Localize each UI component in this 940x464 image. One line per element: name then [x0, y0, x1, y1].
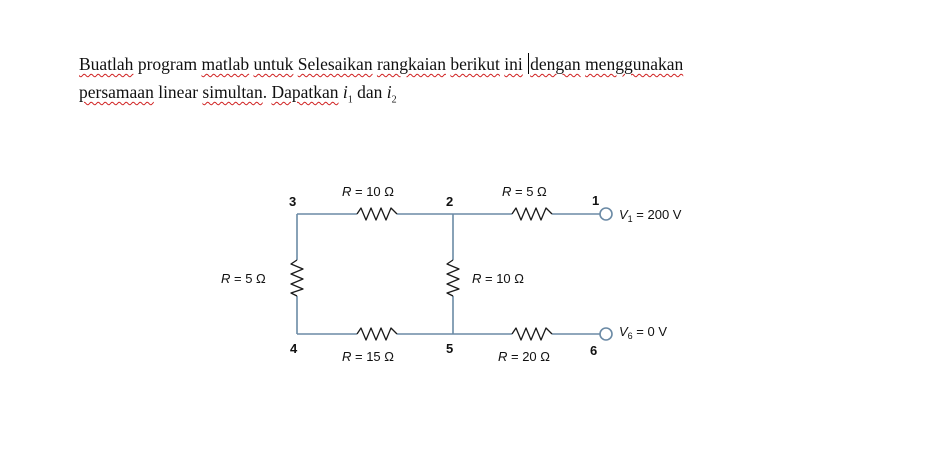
- resistor-2-1: [512, 208, 552, 220]
- word-selesaikan: Selesaikan: [297, 54, 373, 74]
- text-segment: dan: [352, 82, 387, 102]
- word-rangkaian: rangkaian: [376, 54, 446, 74]
- resistor-symbol: R: [342, 349, 352, 364]
- resistor-value: = 20 Ω: [507, 349, 550, 364]
- resistor-symbol: R: [342, 184, 352, 199]
- resistor-3-4: [291, 260, 303, 296]
- node-label-6: 6: [590, 343, 598, 358]
- resistor-value: = 10 Ω: [481, 271, 524, 286]
- var-i2-letter: i: [386, 82, 392, 102]
- source-subscript: 1: [627, 214, 633, 224]
- resistor-5-6: [512, 328, 552, 340]
- source-symbol: V: [619, 324, 628, 339]
- word-simultan: simultan: [202, 82, 263, 102]
- var-i1-sub: 1: [347, 94, 353, 106]
- resistor-symbol: R: [498, 349, 508, 364]
- node-label-1: 1: [592, 193, 600, 208]
- source-label-v6: [619, 324, 667, 341]
- source-label-v1: [619, 207, 682, 224]
- resistor-value: = 10 Ω: [351, 184, 394, 199]
- resistor-4-5: [357, 328, 397, 340]
- resistor-symbol: R: [472, 271, 482, 286]
- node-label-5: 5: [446, 341, 454, 356]
- resistor-value: = 5 Ω: [511, 184, 547, 199]
- word-buatlah: Buatlah: [79, 54, 134, 74]
- resistor-label-2-1: [502, 184, 547, 199]
- terminal-6: [600, 328, 612, 340]
- node-label-2: 2: [446, 194, 454, 209]
- var-i1-letter: i: [342, 82, 348, 102]
- resistor-label-3-2: [342, 184, 394, 199]
- resistor-symbol: R: [221, 271, 231, 286]
- text-segment: program: [133, 54, 202, 74]
- word-dapatkan: Dapatkan: [271, 82, 339, 102]
- resistor-value: = 15 Ω: [351, 349, 394, 364]
- word-ini: ini: [504, 54, 523, 74]
- resistor-symbol: R: [502, 184, 512, 199]
- var-i2-sub: 2: [391, 94, 397, 106]
- resistor-3-2: [357, 208, 397, 220]
- source-subscript: 6: [627, 331, 633, 341]
- source-value: = 200 V: [632, 207, 682, 222]
- resistor-2-5: [447, 260, 459, 296]
- word-menggunakan: menggunakan: [585, 54, 684, 74]
- resistor-label-3-4: [221, 271, 266, 286]
- text-segment: linear: [153, 82, 203, 102]
- node-label-4: 4: [290, 341, 298, 356]
- terminal-1: [600, 208, 612, 220]
- resistor-label-4-5: [342, 349, 394, 364]
- word-untuk: untuk: [253, 54, 294, 74]
- word-matlab: matlab: [201, 54, 250, 74]
- source-value: = 0 V: [632, 324, 668, 339]
- text-segment: .: [262, 82, 272, 102]
- word-persamaan: persamaan: [79, 82, 154, 102]
- word-dengan: dengan: [530, 54, 581, 74]
- resistor-label-5-6: [498, 349, 550, 364]
- resistor-label-2-5: [472, 271, 524, 286]
- source-symbol: V: [619, 207, 628, 222]
- node-label-3: 3: [289, 194, 297, 209]
- resistor-value: = 5 Ω: [230, 271, 266, 286]
- word-berikut: berikut: [450, 54, 500, 74]
